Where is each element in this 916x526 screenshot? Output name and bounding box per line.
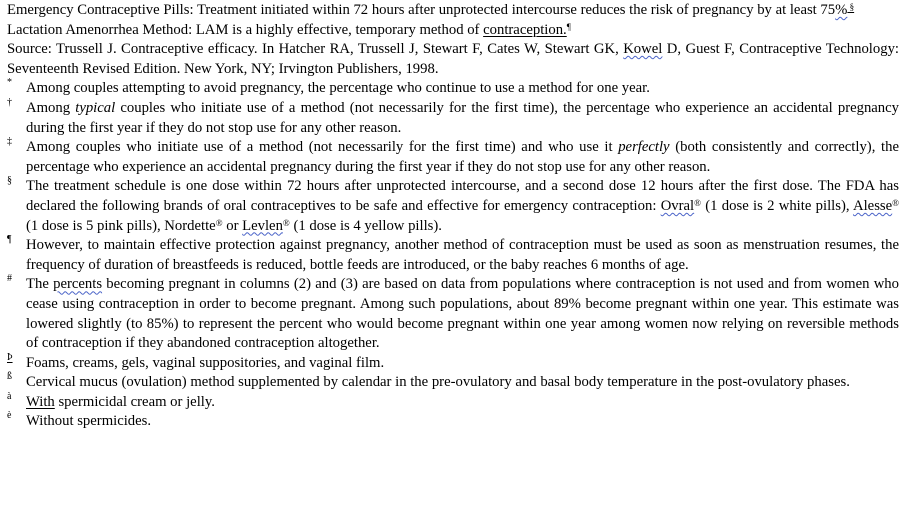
source-kowel: Kowel [623, 41, 663, 58]
registered-mark: ® [282, 217, 290, 228]
footnote-8 [7, 373, 899, 393]
footnote-text: The [26, 276, 54, 293]
footnote-marker: ß [7, 371, 12, 383]
source-text-a: Source: Trussell J. Contraceptive efficacy. In Hatcher RA, Trussell J, Stewart F, Cates W, Stewart GK, [7, 41, 624, 58]
footnote-text: (both consistently and correctly), the percentage who experience an accidental pregnancy during the first year if they do not stop use for any other reason. [26, 139, 899, 175]
ecp-paragraph [7, 1, 899, 21]
footnote-10 [7, 412, 899, 432]
footnote-text: Among couples attempting to avoid pregnancy, the percentage who continue to use a method for one year. [26, 80, 650, 97]
ecp-footnote-mark: § [847, 2, 855, 12]
lam-footnote-mark: ¶ [566, 21, 571, 32]
footnote-text: Among [26, 99, 76, 116]
registered-mark: ® [892, 197, 899, 208]
footnote-marker: # [7, 273, 12, 285]
footnote-text: (1 dose is 5 pink pills), Nordette [26, 217, 216, 234]
lam-contraception: contraception. [483, 21, 567, 38]
word-percents: percents [53, 276, 103, 293]
footnote-text: Without spermicides. [26, 413, 152, 430]
footnote-7 [7, 351, 899, 374]
lam-text: Lactation Amenorrhea Method: LAM is a highly effective, temporary method of [7, 21, 484, 38]
footnote-5 [7, 236, 899, 275]
brand-ovral: Ovral [660, 197, 695, 214]
footnote-marker: Þ [7, 351, 13, 363]
footnote-text: The treatment schedule is one dose within 72 hours after unprotected intercourse, and a second dose 12 hours after the first dose. The FDA has declared the following brands of oral contraceptives to be safe and effective for emergency contraception: [26, 178, 899, 214]
footnote-marker: è [7, 410, 12, 422]
source-text-b: D, Guest F, Contraceptive Technology: Seventeenth Revised Edition. New York, NY; Irvington Publishers, 1998. [7, 41, 899, 77]
footnote-marker: † [7, 96, 12, 108]
brand-alesse: Alesse [852, 197, 893, 214]
footnote-4 [7, 177, 899, 236]
footnote-text: couples who initiate use of a method (not necessarily for the first time), the percentage who experience an accidental pregnancy during the first year if they do not stop use for any other reason. [26, 99, 900, 136]
footnote-text: However, to maintain effective protection against pregnancy, another method of contraception must be used as soon as menstruation resumes, the frequency of duration of breastfeeds is reduced, bottle feeds are introduced, or the baby reaches 6 months of age. [26, 237, 899, 273]
lam-paragraph [7, 21, 899, 41]
footnote-marker: à [7, 390, 12, 402]
footnote-3 [7, 138, 899, 177]
footnote-text: Foams, creams, gels, vaginal suppositories, and vaginal film. [26, 354, 385, 371]
footnote-italic: perfectly [618, 139, 670, 156]
footnote-2 [7, 96, 900, 138]
footnote-marker: ¶ [7, 234, 12, 246]
footnote-text: spermicidal cream or jelly. [54, 393, 215, 410]
footnote-6 [7, 275, 899, 353]
footnote-9 [7, 390, 899, 413]
footnote-text: or [222, 217, 243, 234]
footnote-text: becoming pregnant in columns (2) and (3) are based on data from populations where contraception is not used and from women who cease using contraception in order to become pregnant. Among such populations, about 89% become pregnant within one year. This estimate was lowered slightly (to 85%) to represent the percent who would become pregnant within one year among women now relying on reversible methods of contraception if they abandoned contraception altogether. [26, 276, 899, 352]
ecp-percent: % [835, 2, 848, 18]
footnote-italic: typical [75, 99, 116, 116]
footnote-text: Cervical mucus (ovulation) method supplemented by calendar in the pre-ovulatory and basal body temperature in the post-ovulatory phases. [26, 374, 850, 391]
registered-mark: ® [215, 217, 223, 228]
source-paragraph [7, 40, 899, 79]
brand-levlen: Levlen [242, 217, 283, 234]
footnote-text: (1 dose is 2 white pills), [700, 197, 853, 214]
word-with: With [26, 393, 55, 410]
footnote-marker: § [7, 175, 12, 187]
footnote-marker: * [7, 77, 12, 89]
document-body [7, 1, 899, 432]
footnote-text: Among couples who initiate use of a method (not necessarily for the first time) and who use it [26, 139, 619, 156]
ecp-text: Emergency Contraceptive Pills: Treatment initiated within 72 hours after unprotected intercourse reduces the risk of pregnancy by at least 75 [7, 2, 836, 18]
footnote-text: (1 dose is 4 yellow pills). [289, 217, 442, 234]
footnote-1 [7, 79, 899, 99]
registered-mark: ® [694, 197, 701, 208]
footnote-marker: ‡ [7, 136, 12, 148]
